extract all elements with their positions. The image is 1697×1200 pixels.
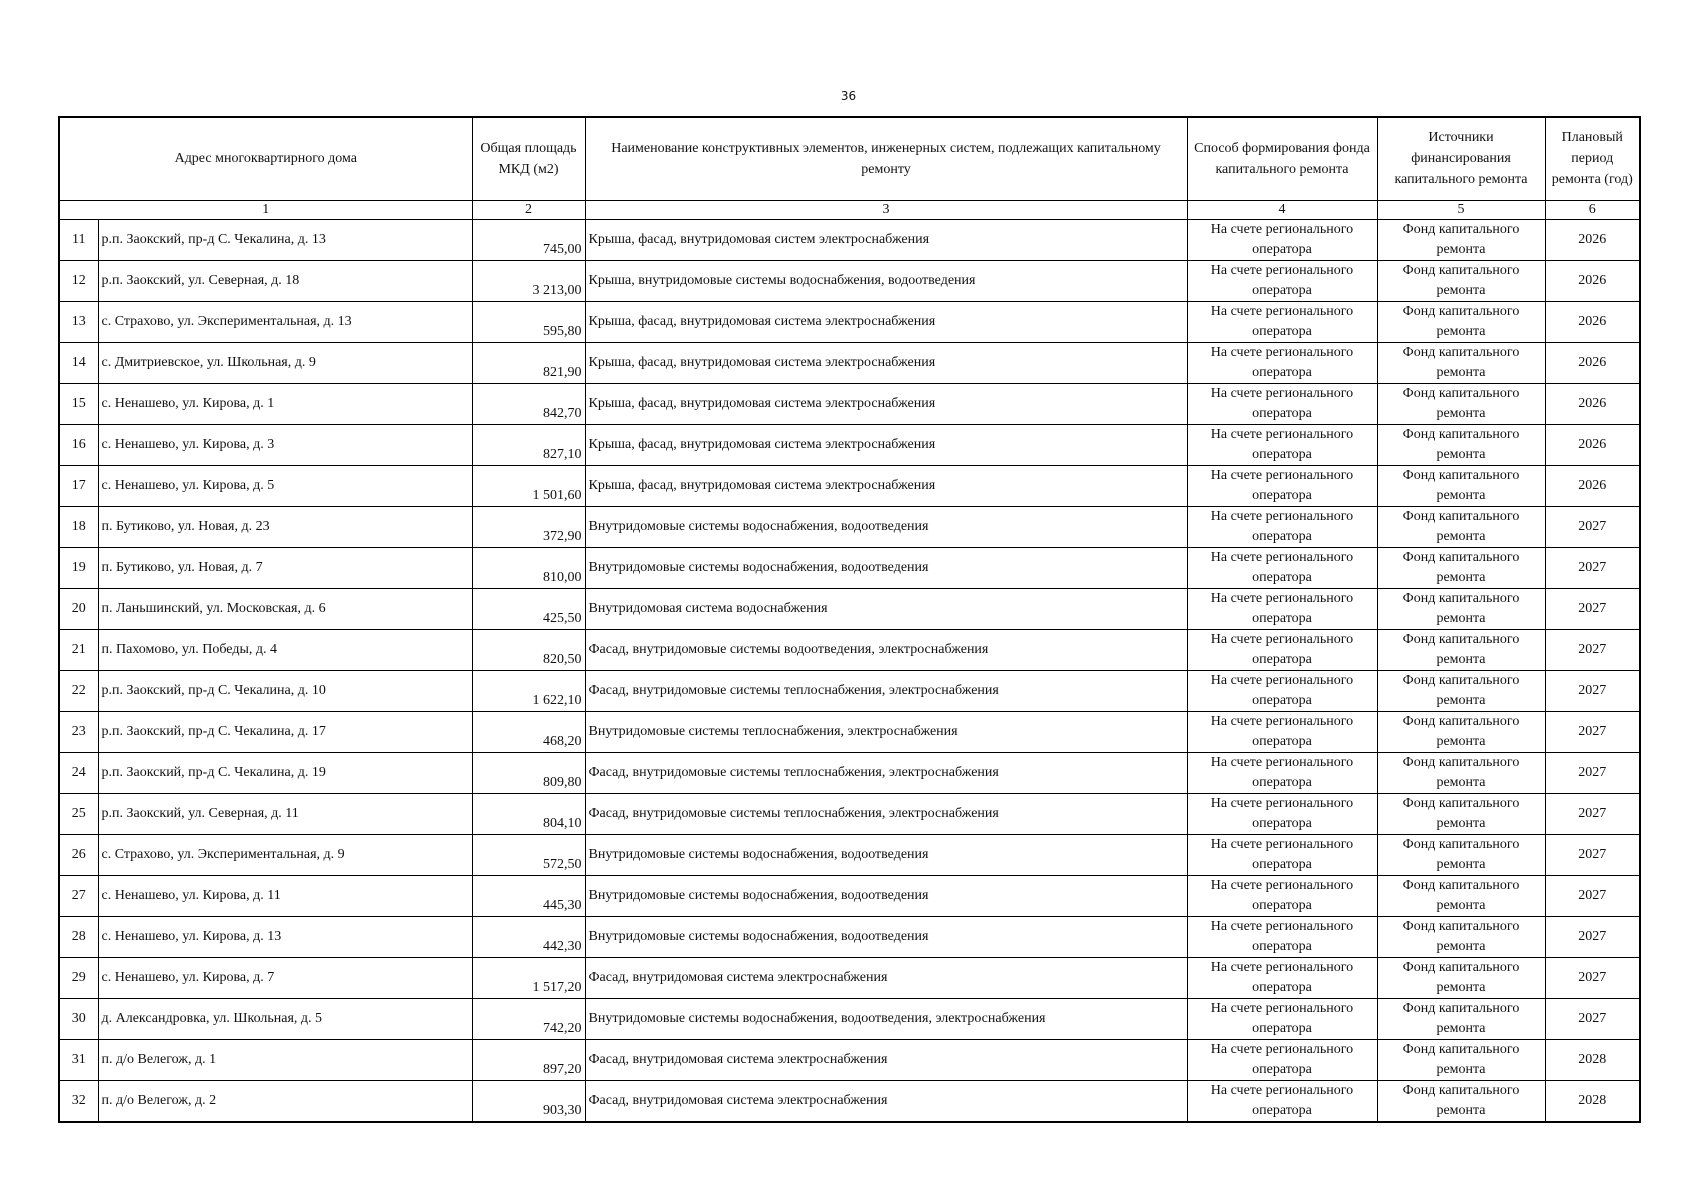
table-row: [59, 834, 1640, 875]
row-number: 19: [59, 547, 98, 588]
table-row: [59, 547, 1640, 588]
address-cell: п. д/о Велегож, д. 1: [98, 1039, 472, 1080]
method-cell: [1187, 465, 1377, 506]
method-cell: [1187, 793, 1377, 834]
method-cell: [1187, 670, 1377, 711]
method-cell-line-2: оператора: [1252, 405, 1312, 421]
source-cell: [1377, 424, 1545, 465]
method-cell-line-1: На счете регионального: [1210, 467, 1354, 483]
method-cell-line-2: оператора: [1252, 528, 1312, 544]
area-cell: 809,80: [472, 752, 585, 793]
area-cell: 1 622,10: [472, 670, 585, 711]
area-cell: 445,30: [472, 875, 585, 916]
source-cell-line-1: Фонд капитального: [1402, 877, 1520, 893]
row-number: 15: [59, 383, 98, 424]
method-cell-line-1: На счете регионального: [1210, 549, 1354, 565]
method-cell: [1187, 301, 1377, 342]
method-cell: [1187, 711, 1377, 752]
method-cell-line-1: На счете регионального: [1210, 221, 1354, 237]
header-address: Адрес многоквартирного дома: [59, 117, 472, 200]
table-row: [59, 998, 1640, 1039]
method-cell-line-1: На счете регионального: [1210, 918, 1354, 934]
address-cell: п. Бутиково, ул. Новая, д. 7: [98, 547, 472, 588]
method-cell-line-1: На счете регионального: [1210, 959, 1354, 975]
row-number: 22: [59, 670, 98, 711]
source-cell: [1377, 1080, 1545, 1122]
row-number: 24: [59, 752, 98, 793]
method-cell: [1187, 834, 1377, 875]
year-cell: 2027: [1545, 916, 1640, 957]
method-cell-line-2: оператора: [1252, 1102, 1312, 1118]
source-cell-line-1: Фонд капитального: [1402, 385, 1520, 401]
row-number: 29: [59, 957, 98, 998]
method-cell: [1187, 875, 1377, 916]
elements-cell: Крыша, фасад, внутридомовая система электроснабжения: [585, 342, 1187, 383]
method-cell: [1187, 383, 1377, 424]
area-cell: 820,50: [472, 629, 585, 670]
row-number: 32: [59, 1080, 98, 1122]
year-cell: 2026: [1545, 260, 1640, 301]
address-cell: с. Ненашево, ул. Кирова, д. 13: [98, 916, 472, 957]
method-cell: [1187, 547, 1377, 588]
row-number: 25: [59, 793, 98, 834]
address-cell: р.п. Заокский, ул. Северная, д. 18: [98, 260, 472, 301]
source-cell: [1377, 219, 1545, 260]
column-number: 4: [1187, 200, 1377, 219]
source-cell-line-1: Фонд капитального: [1402, 221, 1520, 237]
header-area: Общая площадь МКД (м2): [472, 117, 585, 200]
source-cell: [1377, 916, 1545, 957]
row-number: 26: [59, 834, 98, 875]
area-cell: 1 501,60: [472, 465, 585, 506]
header-source: Источники финансирования капитального ремонта: [1377, 117, 1545, 200]
method-cell-line-2: оператора: [1252, 979, 1312, 995]
year-cell: 2027: [1545, 670, 1640, 711]
area-cell: 742,20: [472, 998, 585, 1039]
method-cell-line-2: оператора: [1252, 692, 1312, 708]
year-cell: 2026: [1545, 424, 1640, 465]
year-cell: 2027: [1545, 547, 1640, 588]
method-cell: [1187, 752, 1377, 793]
source-cell-line-1: Фонд капитального: [1402, 836, 1520, 852]
source-cell: [1377, 383, 1545, 424]
area-cell: 827,10: [472, 424, 585, 465]
source-cell-line-2: ремонта: [1436, 651, 1486, 667]
source-cell-line-2: ремонта: [1436, 528, 1486, 544]
elements-cell: Внутридомовые системы водоснабжения, водоотведения: [585, 916, 1187, 957]
elements-cell: Крыша, внутридомовые системы водоснабжения, водоотведения: [585, 260, 1187, 301]
row-number: 27: [59, 875, 98, 916]
address-cell: п. Ланьшинский, ул. Московская, д. 6: [98, 588, 472, 629]
source-cell: [1377, 875, 1545, 916]
column-number: 5: [1377, 200, 1545, 219]
method-cell: [1187, 629, 1377, 670]
area-cell: 842,70: [472, 383, 585, 424]
source-cell: [1377, 260, 1545, 301]
elements-cell: Внутридомовые системы теплоснабжения, электроснабжения: [585, 711, 1187, 752]
elements-cell: Внутридомовые системы водоснабжения, водоотведения, электроснабжения: [585, 998, 1187, 1039]
source-cell: [1377, 834, 1545, 875]
source-cell-line-1: Фонд капитального: [1402, 344, 1520, 360]
source-cell: [1377, 793, 1545, 834]
area-cell: 425,50: [472, 588, 585, 629]
source-cell-line-2: ремонта: [1436, 241, 1486, 257]
address-cell: п. Пахомово, ул. Победы, д. 4: [98, 629, 472, 670]
table-row: [59, 957, 1640, 998]
source-cell-line-2: ремонта: [1436, 610, 1486, 626]
source-cell-line-2: ремонта: [1436, 323, 1486, 339]
source-cell-line-2: ремонта: [1436, 364, 1486, 380]
table-row: [59, 875, 1640, 916]
table-row: [59, 424, 1640, 465]
source-cell-line-1: Фонд капитального: [1402, 508, 1520, 524]
method-cell: [1187, 588, 1377, 629]
area-cell: 1 517,20: [472, 957, 585, 998]
method-cell: [1187, 1039, 1377, 1080]
method-cell-line-1: На счете регионального: [1210, 303, 1354, 319]
method-cell-line-2: оператора: [1252, 282, 1312, 298]
address-cell: д. Александровка, ул. Школьная, д. 5: [98, 998, 472, 1039]
source-cell-line-2: ремонта: [1436, 1102, 1486, 1118]
area-cell: 572,50: [472, 834, 585, 875]
address-cell: п. Бутиково, ул. Новая, д. 23: [98, 506, 472, 547]
year-cell: 2027: [1545, 957, 1640, 998]
elements-cell: Внутридомовые системы водоснабжения, водоотведения: [585, 875, 1187, 916]
address-cell: с. Страхово, ул. Экспериментальная, д. 9: [98, 834, 472, 875]
method-cell-line-2: оператора: [1252, 1020, 1312, 1036]
source-cell-line-2: ремонта: [1436, 1020, 1486, 1036]
method-cell: [1187, 957, 1377, 998]
source-cell-line-1: Фонд капитального: [1402, 426, 1520, 442]
method-cell: [1187, 916, 1377, 957]
row-number: 14: [59, 342, 98, 383]
method-cell: [1187, 506, 1377, 547]
table-row: [59, 1039, 1640, 1080]
source-cell-line-1: Фонд капитального: [1402, 303, 1520, 319]
row-number: 20: [59, 588, 98, 629]
address-cell: с. Ненашево, ул. Кирова, д. 3: [98, 424, 472, 465]
address-cell: с. Ненашево, ул. Кирова, д. 1: [98, 383, 472, 424]
area-cell: 810,00: [472, 547, 585, 588]
method-cell: [1187, 260, 1377, 301]
column-number: 6: [1545, 200, 1640, 219]
method-cell-line-2: оператора: [1252, 733, 1312, 749]
elements-cell: Внутридомовые системы водоснабжения, водоотведения: [585, 834, 1187, 875]
source-cell: [1377, 711, 1545, 752]
address-cell: п. д/о Велегож, д. 2: [98, 1080, 472, 1122]
method-cell-line-2: оператора: [1252, 487, 1312, 503]
source-cell-line-2: ремонта: [1436, 405, 1486, 421]
elements-cell: Внутридомовая система водоснабжения: [585, 588, 1187, 629]
elements-cell: Крыша, фасад, внутридомовая систем электроснабжения: [585, 219, 1187, 260]
method-cell-line-1: На счете регионального: [1210, 713, 1354, 729]
source-cell-line-2: ремонта: [1436, 856, 1486, 872]
method-cell-line-1: На счете регионального: [1210, 344, 1354, 360]
area-cell: 595,80: [472, 301, 585, 342]
source-cell-line-1: Фонд капитального: [1402, 959, 1520, 975]
elements-cell: Крыша, фасад, внутридомовая система электроснабжения: [585, 383, 1187, 424]
elements-cell: Крыша, фасад, внутридомовая система электроснабжения: [585, 424, 1187, 465]
table-row: [59, 711, 1640, 752]
year-cell: 2027: [1545, 588, 1640, 629]
area-cell: 897,20: [472, 1039, 585, 1080]
table-row: [59, 629, 1640, 670]
source-cell-line-1: Фонд капитального: [1402, 631, 1520, 647]
source-cell-line-1: Фонд капитального: [1402, 672, 1520, 688]
table-row: [59, 506, 1640, 547]
source-cell-line-2: ремонта: [1436, 1061, 1486, 1077]
method-cell-line-1: На счете регионального: [1210, 1082, 1354, 1098]
year-cell: 2027: [1545, 834, 1640, 875]
method-cell-line-1: На счете регионального: [1210, 672, 1354, 688]
elements-cell: Фасад, внутридомовая система электроснабжения: [585, 1080, 1187, 1122]
column-number: 1: [59, 200, 472, 219]
address-cell: с. Страхово, ул. Экспериментальная, д. 13: [98, 301, 472, 342]
row-number: 21: [59, 629, 98, 670]
year-cell: 2026: [1545, 383, 1640, 424]
table-row: [59, 588, 1640, 629]
row-number: 16: [59, 424, 98, 465]
source-cell-line-1: Фонд капитального: [1402, 467, 1520, 483]
year-cell: 2026: [1545, 465, 1640, 506]
source-cell: [1377, 342, 1545, 383]
elements-cell: Крыша, фасад, внутридомовая система электроснабжения: [585, 465, 1187, 506]
source-cell: [1377, 670, 1545, 711]
year-cell: 2027: [1545, 875, 1640, 916]
year-cell: 2027: [1545, 998, 1640, 1039]
source-cell-line-1: Фонд капитального: [1402, 549, 1520, 565]
table-row: [59, 342, 1640, 383]
column-number-row: [59, 200, 1640, 219]
source-cell: [1377, 506, 1545, 547]
method-cell-line-1: На счете регионального: [1210, 1000, 1354, 1016]
source-cell: [1377, 588, 1545, 629]
elements-cell: Фасад, внутридомовые системы теплоснабжения, электроснабжения: [585, 670, 1187, 711]
source-cell: [1377, 629, 1545, 670]
table-row: [59, 916, 1640, 957]
method-cell-line-2: оператора: [1252, 774, 1312, 790]
method-cell-line-1: На счете регионального: [1210, 877, 1354, 893]
elements-cell: Внутридомовые системы водоснабжения, водоотведения: [585, 547, 1187, 588]
elements-cell: Фасад, внутридомовые системы теплоснабжения, электроснабжения: [585, 752, 1187, 793]
source-cell-line-1: Фонд капитального: [1402, 795, 1520, 811]
source-cell: [1377, 957, 1545, 998]
source-cell-line-2: ремонта: [1436, 569, 1486, 585]
source-cell-line-1: Фонд капитального: [1402, 262, 1520, 278]
page-number: 36: [840, 89, 857, 103]
source-cell: [1377, 752, 1545, 793]
method-cell: [1187, 998, 1377, 1039]
source-cell-line-1: Фонд капитального: [1402, 1000, 1520, 1016]
method-cell-line-1: На счете регионального: [1210, 262, 1354, 278]
source-cell-line-2: ремонта: [1436, 692, 1486, 708]
table-row: [59, 260, 1640, 301]
source-cell-line-2: ремонта: [1436, 979, 1486, 995]
method-cell: [1187, 424, 1377, 465]
table-body: [59, 219, 1640, 1122]
table-row: [59, 383, 1640, 424]
method-cell-line-1: На счете регионального: [1210, 1041, 1354, 1057]
source-cell-line-2: ремонта: [1436, 774, 1486, 790]
table-row: [59, 793, 1640, 834]
elements-cell: Фасад, внутридомовые системы водоотведения, электроснабжения: [585, 629, 1187, 670]
method-cell-line-1: На счете регионального: [1210, 631, 1354, 647]
table-row: [59, 219, 1640, 260]
area-cell: 3 213,00: [472, 260, 585, 301]
method-cell-line-2: оператора: [1252, 815, 1312, 831]
method-cell-line-2: оператора: [1252, 323, 1312, 339]
area-cell: 442,30: [472, 916, 585, 957]
area-cell: 372,90: [472, 506, 585, 547]
method-cell-line-1: На счете регионального: [1210, 590, 1354, 606]
address-cell: р.п. Заокский, пр-д С. Чекалина, д. 10: [98, 670, 472, 711]
method-cell-line-1: На счете регионального: [1210, 754, 1354, 770]
row-number: 28: [59, 916, 98, 957]
method-cell-line-1: На счете регионального: [1210, 385, 1354, 401]
area-cell: 903,30: [472, 1080, 585, 1122]
table-row: [59, 752, 1640, 793]
source-cell-line-2: ремонта: [1436, 487, 1486, 503]
method-cell: [1187, 342, 1377, 383]
address-cell: р.п. Заокский, пр-д С. Чекалина, д. 13: [98, 219, 472, 260]
table-row: [59, 670, 1640, 711]
method-cell-line-1: На счете регионального: [1210, 508, 1354, 524]
source-cell: [1377, 301, 1545, 342]
method-cell-line-1: На счете регионального: [1210, 795, 1354, 811]
table-row: [59, 1080, 1640, 1122]
header-row: [59, 117, 1640, 200]
source-cell-line-1: Фонд капитального: [1402, 590, 1520, 606]
elements-cell: Фасад, внутридомовая система электроснабжения: [585, 1039, 1187, 1080]
source-cell: [1377, 465, 1545, 506]
method-cell-line-2: оператора: [1252, 897, 1312, 913]
year-cell: 2028: [1545, 1039, 1640, 1080]
column-number: 3: [585, 200, 1187, 219]
year-cell: 2027: [1545, 752, 1640, 793]
year-cell: 2027: [1545, 711, 1640, 752]
method-cell-line-2: оператора: [1252, 241, 1312, 257]
year-cell: 2026: [1545, 301, 1640, 342]
method-cell-line-2: оператора: [1252, 856, 1312, 872]
method-cell: [1187, 1080, 1377, 1122]
method-cell-line-1: На счете регионального: [1210, 426, 1354, 442]
year-cell: 2028: [1545, 1080, 1640, 1122]
year-cell: 2027: [1545, 793, 1640, 834]
method-cell: [1187, 219, 1377, 260]
method-cell-line-2: оператора: [1252, 1061, 1312, 1077]
method-cell-line-2: оператора: [1252, 651, 1312, 667]
column-number: 2: [472, 200, 585, 219]
area-cell: 468,20: [472, 711, 585, 752]
repair-program-table: [58, 116, 1641, 1123]
row-number: 12: [59, 260, 98, 301]
source-cell-line-1: Фонд капитального: [1402, 1041, 1520, 1057]
area-cell: 745,00: [472, 219, 585, 260]
source-cell-line-2: ремонта: [1436, 733, 1486, 749]
year-cell: 2027: [1545, 629, 1640, 670]
header-elements: Наименование конструктивных элементов, инженерных систем, подлежащих капитальному ремонту: [585, 117, 1187, 200]
source-cell-line-2: ремонта: [1436, 282, 1486, 298]
source-cell: [1377, 547, 1545, 588]
row-number: 30: [59, 998, 98, 1039]
method-cell-line-1: На счете регионального: [1210, 836, 1354, 852]
row-number: 23: [59, 711, 98, 752]
source-cell-line-2: ремонта: [1436, 938, 1486, 954]
row-number: 18: [59, 506, 98, 547]
address-cell: р.п. Заокский, ул. Северная, д. 11: [98, 793, 472, 834]
elements-cell: Фасад, внутридомовая система электроснабжения: [585, 957, 1187, 998]
address-cell: с. Ненашево, ул. Кирова, д. 5: [98, 465, 472, 506]
source-cell-line-1: Фонд капитального: [1402, 754, 1520, 770]
source-cell-line-2: ремонта: [1436, 897, 1486, 913]
year-cell: 2027: [1545, 506, 1640, 547]
row-number: 31: [59, 1039, 98, 1080]
source-cell: [1377, 1039, 1545, 1080]
row-number: 13: [59, 301, 98, 342]
elements-cell: Крыша, фасад, внутридомовая система электроснабжения: [585, 301, 1187, 342]
method-cell-line-2: оператора: [1252, 938, 1312, 954]
address-cell: с. Ненашево, ул. Кирова, д. 11: [98, 875, 472, 916]
source-cell-line-1: Фонд капитального: [1402, 918, 1520, 934]
header-method: Способ формирования фонда капитального ремонта: [1187, 117, 1377, 200]
source-cell-line-2: ремонта: [1436, 815, 1486, 831]
row-number: 11: [59, 219, 98, 260]
source-cell: [1377, 998, 1545, 1039]
area-cell: 804,10: [472, 793, 585, 834]
address-cell: с. Ненашево, ул. Кирова, д. 7: [98, 957, 472, 998]
table-row: [59, 301, 1640, 342]
address-cell: с. Дмитриевское, ул. Школьная, д. 9: [98, 342, 472, 383]
elements-cell: Фасад, внутридомовые системы теплоснабжения, электроснабжения: [585, 793, 1187, 834]
year-cell: 2026: [1545, 219, 1640, 260]
table-row: [59, 465, 1640, 506]
method-cell-line-2: оператора: [1252, 446, 1312, 462]
elements-cell: Внутридомовые системы водоснабжения, водоотведения: [585, 506, 1187, 547]
source-cell-line-1: Фонд капитального: [1402, 713, 1520, 729]
header-period: Плановый период ремонта (год): [1545, 117, 1640, 200]
method-cell-line-2: оператора: [1252, 569, 1312, 585]
method-cell-line-2: оператора: [1252, 364, 1312, 380]
year-cell: 2026: [1545, 342, 1640, 383]
row-number: 17: [59, 465, 98, 506]
method-cell-line-2: оператора: [1252, 610, 1312, 626]
address-cell: р.п. Заокский, пр-д С. Чекалина, д. 17: [98, 711, 472, 752]
address-cell: р.п. Заокский, пр-д С. Чекалина, д. 19: [98, 752, 472, 793]
area-cell: 821,90: [472, 342, 585, 383]
source-cell-line-1: Фонд капитального: [1402, 1082, 1520, 1098]
source-cell-line-2: ремонта: [1436, 446, 1486, 462]
